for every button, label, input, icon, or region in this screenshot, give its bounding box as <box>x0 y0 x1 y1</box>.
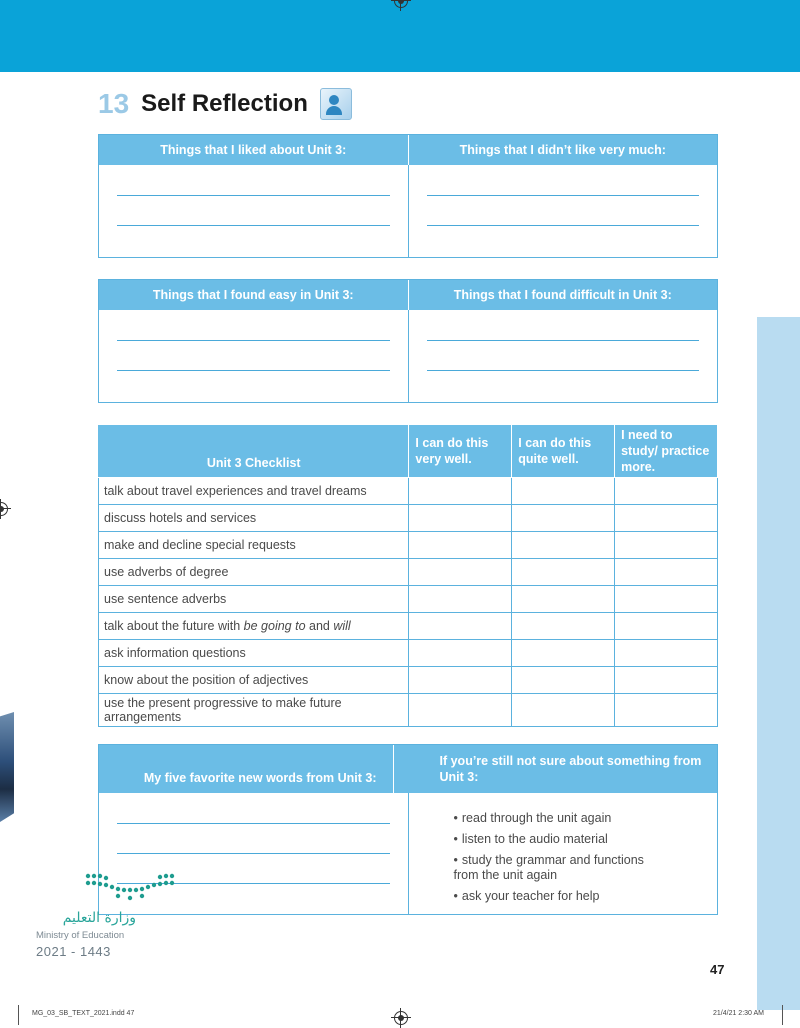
checklist-item: make and decline special requests <box>99 532 409 559</box>
liked-header: Things that I liked about Unit 3: <box>160 143 347 157</box>
writing-line <box>427 340 700 341</box>
item-text-italic: will <box>333 619 351 633</box>
check-cell[interactable] <box>615 505 718 532</box>
check-cell[interactable] <box>512 505 615 532</box>
writing-line <box>427 195 700 196</box>
checklist-title: Unit 3 Checklist <box>99 425 409 478</box>
tip-text: read through the unit again <box>461 811 612 825</box>
check-cell[interactable] <box>409 478 512 505</box>
check-cell[interactable] <box>615 694 718 727</box>
table-row <box>99 586 718 613</box>
check-cell[interactable] <box>615 478 718 505</box>
check-cell[interactable] <box>615 613 718 640</box>
check-cell[interactable] <box>409 694 512 727</box>
exercise-number: 13 <box>98 88 130 119</box>
registration-mark-left <box>0 502 8 516</box>
edge-photo-strip <box>0 712 14 822</box>
table-row <box>99 559 718 586</box>
table-row <box>99 667 718 694</box>
slug-timestamp: 21/4/21 2:30 AM <box>713 1010 764 1017</box>
checklist-item: know about the position of adjectives <box>99 667 409 694</box>
not-sure-header: If you’re still not sure about something from Unit 3: <box>393 745 718 793</box>
column-very-well: I can do this very well. <box>409 425 512 478</box>
disliked-header: Things that I didn’t like very much: <box>408 135 718 165</box>
list-item: • ask your teacher for help <box>453 889 600 903</box>
table-row <box>99 694 718 727</box>
writing-line <box>117 370 390 371</box>
checklist-item <box>99 613 409 640</box>
crop-mark <box>18 1005 19 1025</box>
checklist-item: use the present progressive to make future arrangements <box>99 694 409 727</box>
liked-box <box>98 134 718 258</box>
logo-arabic-text: وزارة التعليم <box>62 910 136 926</box>
ease-box <box>98 279 718 403</box>
check-cell[interactable] <box>615 586 718 613</box>
column-quite-well: I can do this quite well. <box>512 425 615 478</box>
list-item: • study the grammar and functions from the unit again <box>453 853 644 882</box>
item-text: talk about the future with <box>104 619 244 633</box>
list-item: • read through the unit again <box>453 811 612 825</box>
check-cell[interactable] <box>409 640 512 667</box>
checklist-item: use sentence adverbs <box>99 586 409 613</box>
exercise-title: Self Reflection <box>141 90 308 117</box>
writing-line <box>117 340 390 341</box>
checklist-item: talk about travel experiences and travel dreams <box>99 478 409 505</box>
check-cell[interactable] <box>512 559 615 586</box>
disliked-writing-area[interactable] <box>408 165 718 257</box>
writing-line <box>427 225 700 226</box>
check-cell[interactable] <box>512 613 615 640</box>
logo-year-text: 2021 - 1443 <box>36 944 111 959</box>
checklist-item: ask information questions <box>99 640 409 667</box>
check-cell[interactable] <box>615 667 718 694</box>
tip-text: study the grammar and functions from the unit again <box>453 853 644 882</box>
writing-line <box>427 370 700 371</box>
difficult-writing-area[interactable] <box>408 310 718 402</box>
check-cell[interactable] <box>615 559 718 586</box>
writing-line <box>117 823 390 824</box>
unit-checklist-table <box>98 424 718 727</box>
slug-filename: MG_03_SB_TEXT_2021.indd 47 <box>32 1010 135 1017</box>
check-cell[interactable] <box>512 478 615 505</box>
side-color-band <box>757 317 800 1010</box>
checklist-item: discuss hotels and services <box>99 505 409 532</box>
item-text: and <box>305 619 334 633</box>
favorite-words-header: My five favorite new words from Unit 3: <box>143 771 377 785</box>
easy-header: Things that I found easy in Unit 3: <box>152 288 354 302</box>
check-cell[interactable] <box>409 667 512 694</box>
check-cell[interactable] <box>512 667 615 694</box>
list-item: • listen to the audio material <box>453 832 608 846</box>
logo-dots-icon <box>84 870 180 904</box>
words-box <box>98 744 718 915</box>
writing-line <box>117 195 390 196</box>
writing-line <box>117 853 390 854</box>
check-cell[interactable] <box>615 532 718 559</box>
check-cell[interactable] <box>409 613 512 640</box>
tip-text: listen to the audio material <box>461 832 608 846</box>
tip-text: ask your teacher for help <box>461 889 600 903</box>
checklist-item: use adverbs of degree <box>99 559 409 586</box>
tips-list <box>409 793 718 904</box>
item-text-italic: be going to <box>243 619 306 633</box>
logo-ministry-text: Ministry of Education <box>36 930 125 941</box>
easy-writing-area[interactable] <box>99 310 408 402</box>
exercise-heading <box>98 86 352 122</box>
check-cell[interactable] <box>409 532 512 559</box>
self-reflection-icon <box>320 88 352 120</box>
check-cell[interactable] <box>512 640 615 667</box>
column-study-more: I need to study/ practice more. <box>615 425 718 478</box>
table-row <box>99 478 718 505</box>
table-row <box>99 640 718 667</box>
page-number: 47 <box>710 962 725 977</box>
tips-area <box>408 793 718 914</box>
table-row <box>99 505 718 532</box>
check-cell[interactable] <box>512 586 615 613</box>
check-cell[interactable] <box>512 694 615 727</box>
table-row <box>99 613 718 640</box>
writing-line <box>117 225 390 226</box>
check-cell[interactable] <box>512 532 615 559</box>
check-cell[interactable] <box>409 559 512 586</box>
difficult-header: Things that I found difficult in Unit 3: <box>408 280 718 310</box>
crop-mark <box>782 1005 783 1025</box>
registration-mark-bottom <box>394 1011 408 1025</box>
check-cell[interactable] <box>409 505 512 532</box>
liked-writing-area[interactable] <box>99 165 408 257</box>
check-cell[interactable] <box>409 586 512 613</box>
check-cell[interactable] <box>615 640 718 667</box>
table-row <box>99 532 718 559</box>
checklist-header-row <box>99 425 718 478</box>
